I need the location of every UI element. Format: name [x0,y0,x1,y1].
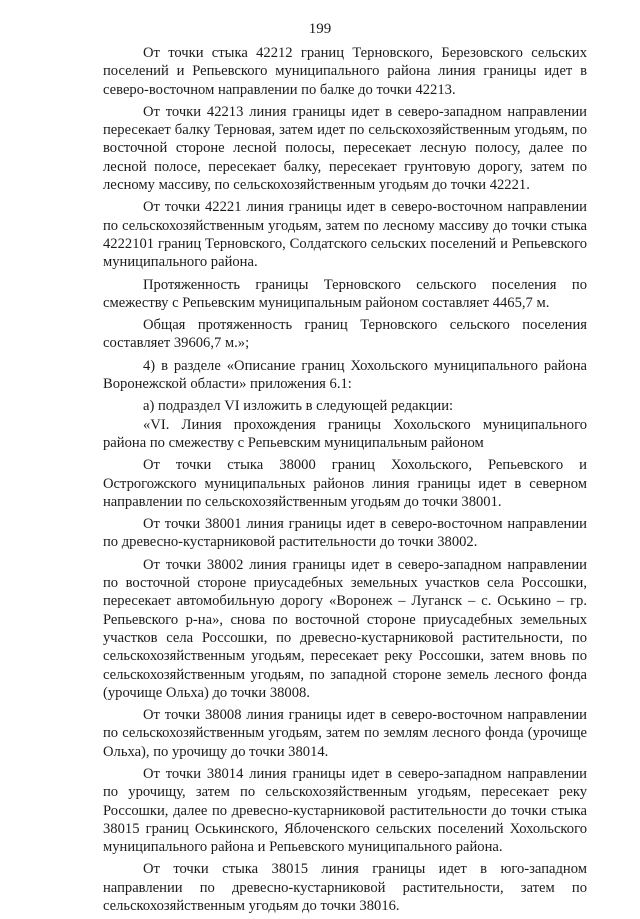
paragraph-11: От точки 38002 линия границы идет в северо-западном направлении по восточной стороне приусадебных земельных участков села Россошки, пересекает автомобильную дорогу «Воронеж – Луганск – с. Оськино – гр. Репьевского р-на», снова по восточной стороне приусадебных земельных участков села Россошки, по древесно-кустарниковой растительности, по сельскохозяйственным угодьям, пересекает реку Россошки, затем вновь по сельскохозяйственным угодьям, по западной стороне земель лесного фонда (урочище Ольха) до точки 38008. [103,556,587,701]
page-number: 199 [308,21,332,37]
paragraph-14: От точки стыка 38015 линия границы идет в юго-западном направлении по древесно-кустарниковой растительности, затем по сельскохозяйственным угодьям до точки 38016. [103,861,587,915]
paragraph-1: От точки стыка 42212 границ Терновского, Березовского сельских поселений и Репьевского муниципального района линия границы идет в северо-восточном направлении по балке до точки 42213. [103,45,587,98]
paragraph-5: Общая протяженность границ Терновского сельского поселения составляет 39606,7 м.»; [103,317,587,352]
paragraph-3: От точки 42221 линия границы идет в северо-восточном направлении по сельскохозяйственным угодьям, затем по лесному массиву до точки стыка 4222101 границ Терновского, Солдатского сельских поселений и Репьевского муниципального района. [103,199,587,271]
paragraph-6: 4) в разделе «Описание границ Хохольского муниципального района Воронежской области» приложения 6.1: [103,357,587,393]
paragraph-9: От точки стыка 38000 границ Хохольского, Репьевского и Острогожского муниципальных районов линия границы идет в северном направлении по сельскохозяйственным угодьям до точки 38001. [103,457,587,510]
section-heading: «VI. Линия прохождения границы Хохольского муниципального района по смежеству с Репьевским муниципальным районом [103,416,587,451]
paragraph-10: От точки 38001 линия границы идет в северо-восточном направлении по древесно-кустарниковой растительности до точки 38002. [103,516,587,551]
paragraph-12: От точки 38008 линия границы идет в северо-восточном направлении по сельскохозяйственным угодьям, затем по землям лесного фонда (урочище Ольха), по урочищу до точки 38014. [103,707,587,760]
paragraph-7: а) подраздел VI изложить в следующей редакции: [143,398,454,415]
document-body [103,44,587,919]
paragraph-4: Протяженность границы Терновского сельского поселения по смежеству с Репьевским муниципальным районом составляет 4465,7 м. [103,276,587,311]
paragraph-2: От точки 42213 линия границы идет в северо-западном направлении пересекает балку Терновая, затем идет по сельскохозяйственным угодьям, по восточной стороне лесной полосы, пересекает лесную полосу, далее по лесной полосе, пересекает балку, пересекает грунтовую дорогу, затем по лесному массиву, по сельскохозяйственным угодьям до точки 42221. [103,103,587,194]
paragraph-13: От точки 38014 линия границы идет в северо-западном направлении по урочищу, затем по сельскохозяйственным угодьям, пересекает реку Россошки, далее по древесно-кустарниковой растительности до точки стыка 38015 границ Оськинского, Яблоченского сельских поселений Хохольского муниципального района и Репьевского муниципального района. [103,765,587,856]
